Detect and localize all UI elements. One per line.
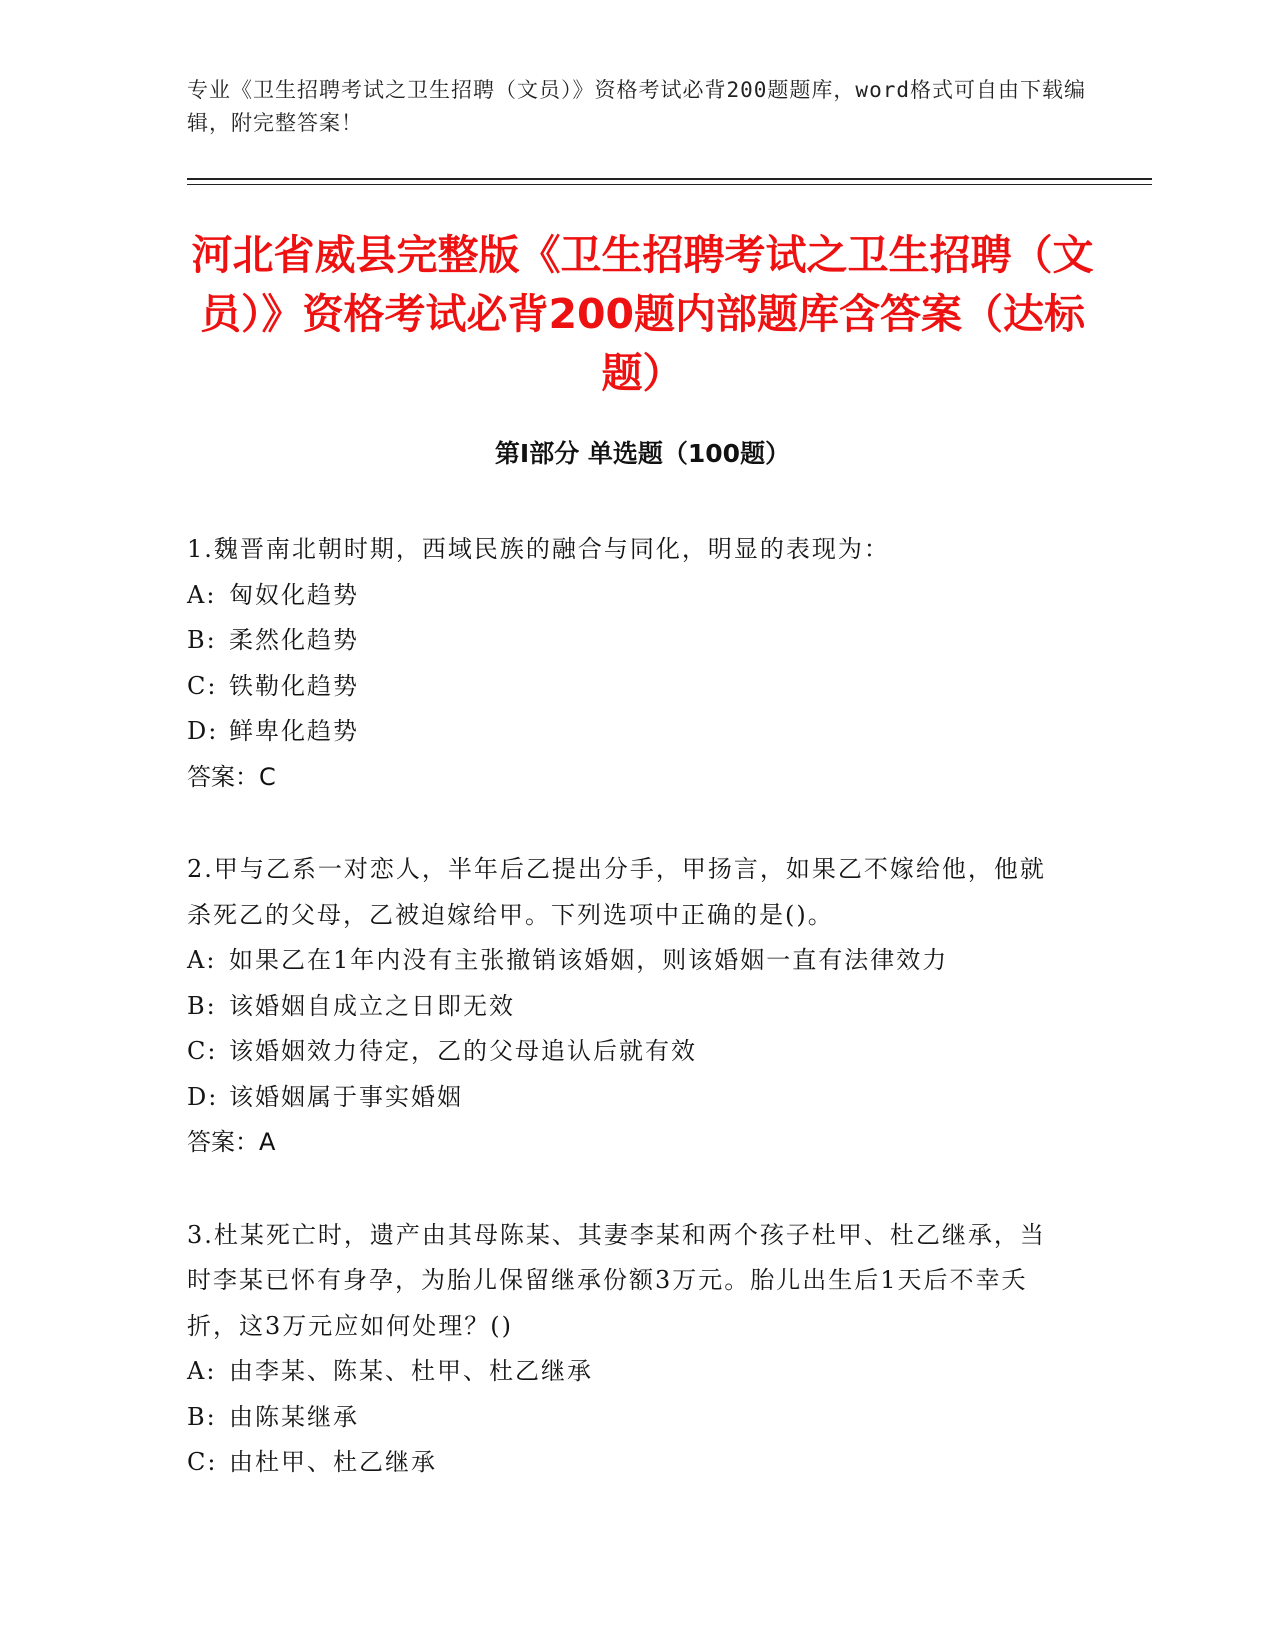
option-text: 由李某、陈某、杜甲、杜乙继承 <box>229 1357 593 1385</box>
question-text: 1.魏晋南北朝时期，西域民族的融合与同化，明显的表现为： <box>187 535 890 563</box>
answer-line: 答案：C <box>187 762 276 791</box>
option-letter: D: <box>187 1082 219 1111</box>
option-text: 由杜甲、杜乙继承 <box>229 1448 437 1476</box>
question-3 <box>187 1213 1067 1486</box>
question-2 <box>187 847 1067 1166</box>
option-c <box>187 664 1067 710</box>
option-letter: A: <box>187 1357 217 1385</box>
header-rule-thin <box>187 184 1152 185</box>
option-b <box>187 984 1067 1030</box>
option-text: 该婚姻属于事实婚姻 <box>229 1082 463 1111</box>
option-b <box>187 1395 1067 1441</box>
option-letter: D: <box>187 717 219 745</box>
option-letter: C: <box>187 671 218 700</box>
header-rule-thick <box>187 178 1152 180</box>
option-a <box>187 573 1067 619</box>
option-d <box>187 1075 1067 1121</box>
option-c <box>187 1029 1067 1075</box>
option-text: 由陈某继承 <box>229 1402 359 1431</box>
option-text: 柔然化趋势 <box>229 626 359 654</box>
option-letter: A: <box>187 580 217 609</box>
option-text: 鲜卑化趋势 <box>229 717 359 745</box>
option-text: 匈奴化趋势 <box>229 580 359 609</box>
answer-line: 答案：A <box>187 1128 276 1156</box>
option-letter: C: <box>187 1448 218 1476</box>
option-text: 该婚姻效力待定，乙的父母追认后就有效 <box>229 1037 697 1065</box>
option-letter: B: <box>187 991 217 1020</box>
option-text: 铁勒化趋势 <box>229 671 359 700</box>
option-letter: A: <box>187 946 217 974</box>
header-note: 专业《卫生招聘考试之卫生招聘（文员）》资格考试必背200题题库，word格式可自由下载编辑，附完整答案！ <box>187 78 1086 135</box>
option-letter: C: <box>187 1037 218 1065</box>
option-a <box>187 1349 1067 1395</box>
option-c <box>187 1440 1067 1486</box>
option-b <box>187 618 1067 664</box>
option-text: 如果乙在1年内没有主张撤销该婚姻，则该婚姻一直有法律效力 <box>229 946 949 974</box>
option-text: 该婚姻自成立之日即无效 <box>229 991 515 1020</box>
question-text: 2.甲与乙系一对恋人，半年后乙提出分手，甲扬言，如果乙不嫁给他，他就杀死乙的父母，乙被迫嫁给甲。下列选项中正确的是()。 <box>187 855 1046 929</box>
question-text: 3.杜某死亡时，遗产由其母陈某、其妻李某和两个孩子杜甲、杜乙继承，当时李某已怀有身孕，为胎儿保留继承份额3万元。胎儿出生后1天后不幸夭折，这3万元应如何处理？() <box>187 1220 1046 1340</box>
section-title: 第I部分 单选题（100题） <box>494 439 791 468</box>
question-list <box>187 527 1067 1533</box>
option-d <box>187 709 1067 755</box>
question-1 <box>187 527 1067 800</box>
option-letter: B: <box>187 1402 217 1431</box>
option-letter: B: <box>187 626 217 654</box>
option-a <box>187 938 1067 984</box>
document-title: 河北省威县完整版《卫生招聘考试之卫生招聘（文员）》资格考试必背200题内部题库含答案（达标题） <box>191 231 1094 397</box>
